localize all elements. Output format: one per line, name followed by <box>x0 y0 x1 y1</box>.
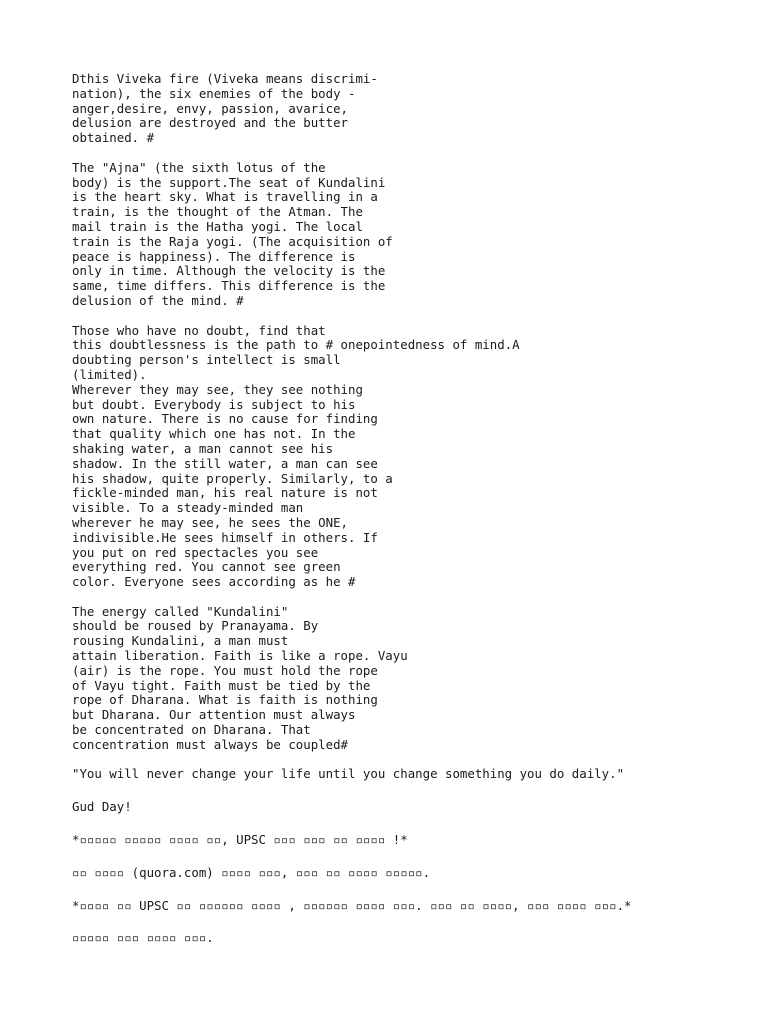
text-line: nation), the six enemies of the body - <box>72 85 356 101</box>
text-line: you put on red spectacles you see <box>72 544 319 560</box>
text-line: The "Ajna" (the sixth lotus of the <box>72 159 326 175</box>
text-line: everything red. You cannot see green <box>72 559 341 575</box>
document-page <box>72 72 752 961</box>
text-line: body) is the support.The seat of Kundalini <box>72 174 386 190</box>
text-line: rousing Kundalini, a man must <box>72 633 289 649</box>
text-line: concentration must always be coupled# <box>72 736 349 752</box>
text-line: but doubt. Everybody is subject to his <box>72 396 356 412</box>
hindi-line-upsc-2 <box>72 899 752 914</box>
hindi-line-quora <box>72 866 752 881</box>
text-line: mail train is the Hatha yogi. The local <box>72 218 363 234</box>
text-line: shadow. In the still water, a man can see <box>72 455 378 471</box>
text-line: is the heart sky. What is travelling in a <box>72 189 378 205</box>
text-line: own nature. There is no cause for finding <box>72 411 378 427</box>
text-line: Gud Day! <box>72 799 132 815</box>
text-line: that quality which one has not. In the <box>72 426 356 442</box>
text-line: (limited). <box>72 366 147 382</box>
text-line: Wherever they may see, they see nothing <box>72 381 363 397</box>
text-line: peace is happiness). The difference is <box>72 248 356 264</box>
text-line: delusion are destroyed and the butter <box>72 115 349 131</box>
text-line: Dthis Viveka fire (Viveka means discrimi- <box>72 71 378 86</box>
hindi-line-closing <box>72 931 752 946</box>
text-line: rope of Dharana. What is faith is nothing <box>72 692 378 708</box>
text-line: only in time. Although the velocity is the <box>72 263 386 279</box>
text-line: color. Everyone sees according as he # <box>72 574 356 590</box>
text-line: wherever he may see, he sees the ONE, <box>72 514 349 530</box>
text-line: attain liberation. Faith is like a rope. Vayu <box>72 648 408 664</box>
text-line: Those who have no doubt, find that <box>72 322 326 338</box>
paragraph-doubt <box>72 324 752 590</box>
quote-line <box>72 767 752 782</box>
text-line: this doubtlessness is the path to # onepointedness of mind.A <box>72 337 520 353</box>
text-line: delusion of the mind. # <box>72 292 244 308</box>
text-line: visible. To a steady-minded man <box>72 500 304 516</box>
text-line: doubting person's intellect is small <box>72 352 341 368</box>
text-line: ▫▫▫▫▫ ▫▫▫ ▫▫▫▫ ▫▫▫. <box>72 930 214 946</box>
text-line: The energy called "Kundalini" <box>72 603 289 619</box>
text-line: but Dharana. Our attention must always <box>72 707 356 723</box>
greeting-line <box>72 800 752 815</box>
text-line: "You will never change your life until you change something you do daily." <box>72 766 625 782</box>
text-line: train is the Raja yogi. (The acquisition of <box>72 233 393 249</box>
paragraph-viveka <box>72 72 752 146</box>
text-line: of Vayu tight. Faith must be tied by the <box>72 677 371 693</box>
text-line: shaking water, a man cannot see his <box>72 440 334 456</box>
text-line: his shadow, quite properly. Similarly, to a <box>72 470 393 486</box>
text-line: *▫▫▫▫ ▫▫ UPSC ▫▫ ▫▫▫▫▫▫ ▫▫▫▫ , ▫▫▫▫▫▫ ▫▫▫▫ ▫▫▫. ▫▫▫ ▫▫ ▫▫▫▫, ▫▫▫ ▫▫▫▫ ▫▫▫.* <box>72 897 632 913</box>
text-line: same, time differs. This difference is the <box>72 278 386 294</box>
text-line: train, is the thought of the Atman. The <box>72 204 363 220</box>
text-line: (air) is the rope. You must hold the rope <box>72 662 378 678</box>
paragraph-ajna <box>72 161 752 309</box>
text-line: ▫▫ ▫▫▫▫ (quora.com) ▫▫▫▫ ▫▫▫, ▫▫▫ ▫▫ ▫▫▫▫ ▫▫▫▫▫. <box>72 864 431 880</box>
hindi-line-upsc <box>72 833 752 848</box>
text-line: fickle-minded man, his real nature is not <box>72 485 378 501</box>
text-line: indivisible.He sees himself in others. If <box>72 529 378 545</box>
text-line: be concentrated on Dharana. That <box>72 722 311 738</box>
text-line: anger,desire, envy, passion, avarice, <box>72 100 349 116</box>
text-line: should be roused by Pranayama. By <box>72 618 319 634</box>
text-line: obtained. # <box>72 130 155 146</box>
text-line: *▫▫▫▫▫ ▫▫▫▫▫ ▫▫▫▫ ▫▫, UPSC ▫▫▫ ▫▫▫ ▫▫ ▫▫▫▫ !* <box>72 832 408 848</box>
paragraph-kundalini <box>72 605 752 753</box>
